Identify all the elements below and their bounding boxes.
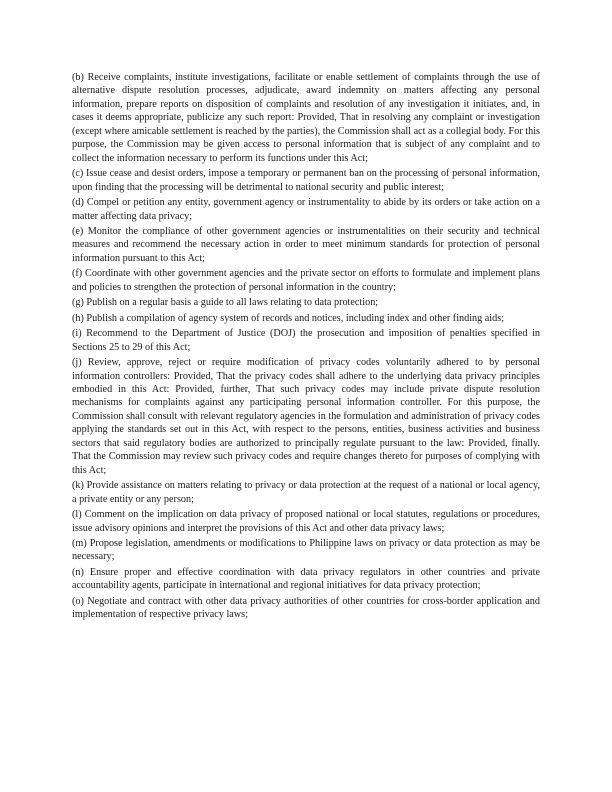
paragraph-c: (c) Issue cease and desist orders, impose a temporary or permanent ban on the processing of personal information, upon finding that the processing will be detrimental to national security and public interest;	[72, 168, 540, 193]
paragraph-i: (i) Recommend to the Department of Justice (DOJ) the prosecution and imposition of penalties specified in Sections 25 to 29 of this Act;	[72, 328, 540, 353]
paragraph-e: (e) Monitor the compliance of other government agencies or instrumentalities on their security and technical measures and recommend the necessary action in order to meet minimum standards for protection of personal information pursuant to this Act;	[72, 225, 540, 264]
paragraph-d: (d) Compel or petition any entity, government agency or instrumentality to abide by its orders or take action on a matter affecting data privacy;	[72, 197, 540, 222]
paragraph-o: (o) Negotiate and contract with other data privacy authorities of other countries for cross-border application and implementation of respective privacy laws;	[72, 595, 540, 621]
document-page	[72, 71, 540, 624]
paragraph-f: (f) Coordinate with other government agencies and the private sector on efforts to formulate and implement plans and policies to strengthen the protection of personal information in the country;	[72, 268, 540, 293]
paragraph-m: (m) Propose legislation, amendments or modifications to Philippine laws on privacy or data protection as may be necessary;	[72, 537, 540, 563]
paragraph-k: (k) Provide assistance on matters relating to privacy or data protection at the request of a national or local agency, a private entity or any person;	[72, 480, 540, 505]
paragraph-g: (g) Publish on a regular basis a guide to all laws relating to data protection;	[72, 297, 379, 309]
paragraph-j: (j) Review, approve, reject or require modification of privacy codes voluntarily adhered to by personal information controllers: Provided, That the privacy codes shall adhere to the underlying data privacy principles embodied in this Act: Provided, further, That such privacy codes may include private dispute resolution mechanisms for complaints against any participating personal information controller. For this purpose, the Commission shall consult with relevant regulatory agencies in the formulation and administration of privacy codes applying the standards set out in this Act, with respect to the persons, entities, business activities and business sectors that said regulatory bodies are authorized to principally regulate pursuant to the law: Provided, finally. That the Commission may review such privacy codes and require changes thereto for purposes of complying with this Act;	[72, 357, 540, 476]
paragraph-b: (b) Receive complaints, institute investigations, facilitate or enable settlement of complaints through the use of alternative dispute resolution processes, adjudicate, award indemnity on matters affecting any personal information, prepare reports on disposition of complaints and resolution of any investigation it initiates, and, in cases it deems appropriate, publicize any such report: Provided, That in resolving any complaint or investigation (except where amicable settlement is reached by the parties), the Commission shall act as a collegial body. For this purpose, the Commission may be given access to personal information that is subject of any complaint and to collect the information necessary to perform its functions under this Act;	[72, 72, 540, 164]
paragraph-l: (l) Comment on the implication on data privacy of proposed national or local statutes, regulations or procedures, issue advisory opinions and interpret the provisions of this Act and other data privacy laws;	[72, 509, 540, 534]
paragraph-n: (n) Ensure proper and effective coordination with data privacy regulators in other countries and private accountability agents, participate in international and regional initiatives for data privacy protection;	[72, 566, 540, 592]
paragraph-h: (h) Publish a compilation of agency system of records and notices, including index and other finding aids;	[72, 312, 505, 324]
